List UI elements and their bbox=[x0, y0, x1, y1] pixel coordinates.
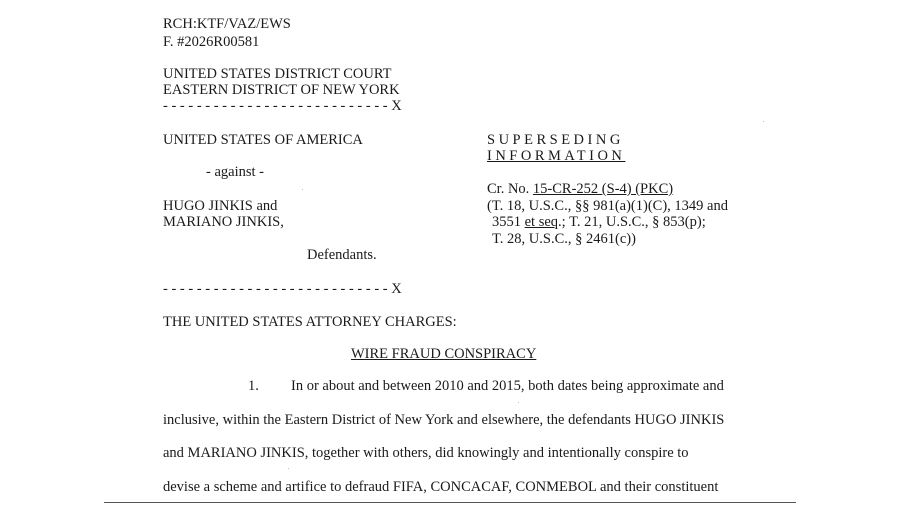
caption-bottom-divider: - - - - - - - - - - - - - - - - - - - - - - - - - - - X bbox=[163, 281, 402, 297]
court-district: EASTERN DISTRICT OF NEW YORK bbox=[163, 82, 400, 98]
scan-speck bbox=[763, 121, 764, 122]
page-bottom-edge bbox=[104, 502, 796, 503]
file-number: F. #2026R00581 bbox=[163, 34, 260, 50]
section-title: WIRE FRAUD CONSPIRACY bbox=[351, 346, 537, 362]
citation-number: 3551 bbox=[492, 214, 525, 230]
court-name: UNITED STATES DISTRICT COURT bbox=[163, 66, 392, 82]
plaintiff-name: UNITED STATES OF AMERICA bbox=[163, 132, 363, 148]
criminal-number bbox=[487, 181, 673, 197]
defendant-line-1: HUGO JINKIS and bbox=[163, 198, 278, 214]
charges-heading: THE UNITED STATES ATTORNEY CHARGES: bbox=[163, 314, 457, 330]
defendant-line-2: MARIANO JINKIS, bbox=[163, 214, 284, 230]
defendants-label: Defendants. bbox=[307, 247, 377, 263]
scan-speck bbox=[518, 402, 519, 403]
caption-top-divider: - - - - - - - - - - - - - - - - - - - - - - - - - - - X bbox=[163, 98, 402, 114]
statute-citation-2 bbox=[492, 214, 706, 230]
scan-speck bbox=[302, 189, 303, 190]
paragraph-line-3: and MARIANO JINKIS, together with others, did knowingly and intentionally conspire to bbox=[163, 445, 689, 461]
citation-rest: .; T. 21, U.S.C., § 853(p); bbox=[558, 214, 706, 230]
criminal-number-prefix: Cr. No. bbox=[487, 181, 533, 197]
paragraph-line-1: In or about and between 2010 and 2015, both dates being approximate and bbox=[291, 378, 724, 394]
statute-citation-3: T. 28, U.S.C., § 2461(c)) bbox=[492, 231, 636, 247]
statute-citation-1: (T. 18, U.S.C., §§ 981(a)(1)(C), 1349 and bbox=[487, 198, 728, 214]
paragraph-line-4: devise a scheme and artifice to defraud FIFA, CONCACAF, CONMEBOL and their constituent bbox=[163, 479, 719, 495]
paragraph-number: 1. bbox=[248, 378, 259, 394]
criminal-number-value: 15-CR-252 (S-4) (PKC) bbox=[532, 181, 674, 197]
scan-speck bbox=[288, 468, 289, 469]
paragraph-line-2: inclusive, within the Eastern District of New York and elsewhere, the defendants HUGO JINKIS bbox=[163, 412, 725, 428]
against-label: - against - bbox=[206, 164, 264, 180]
document-title-information: INFORMATION bbox=[487, 148, 626, 164]
document-title-superseding: SUPERSEDING bbox=[487, 132, 624, 148]
case-initials: RCH:KTF/VAZ/EWS bbox=[163, 16, 291, 32]
citation-et-seq: et seq bbox=[524, 214, 559, 230]
